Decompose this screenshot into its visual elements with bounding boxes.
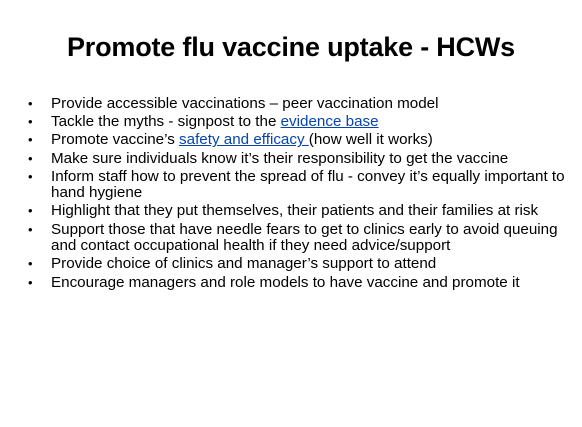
bullet-icon: • [28,96,33,111]
bullet-text: Inform staff how to prevent the spread of flu - convey it’s equally important to hand hygiene [51,167,565,202]
bullet-list [28,96,568,293]
bullet-item [28,132,568,149]
bullet-icon: • [28,132,33,148]
bullet-item [28,275,568,292]
bullet-icon: • [28,256,33,272]
slide-title: Promote flu vaccine uptake - HCWs [67,32,515,62]
bullet-text: Highlight that they put themselves, their patients and their families at risk [51,202,539,220]
bullet-icon: • [28,203,33,219]
bullet-item [28,169,568,202]
bullet-text: (how well it works) [308,131,433,149]
bullet-text: Promote vaccine’s [51,131,180,149]
bullet-icon: • [28,221,33,237]
bullet-item [28,96,568,113]
bullet-item [28,203,568,220]
bullet-text: Tackle the myths - signpost to the [51,113,281,131]
bullet-text: Encourage managers and role models to have vaccine and promote it [51,273,520,291]
bullet-icon: • [28,168,33,184]
bullet-item [28,256,568,273]
bullet-item [28,114,568,131]
safety-efficacy-link[interactable]: safety and efficacy [179,131,309,149]
bullet-item [28,222,568,255]
bullet-icon: • [28,114,33,130]
evidence-base-link[interactable]: evidence base [280,113,379,131]
bullet-text: Provide accessible vaccinations – peer vaccination model [51,95,439,112]
bullet-item [28,151,568,168]
bullet-text: Make sure individuals know it’s their responsibility to get the vaccine [51,149,509,167]
bullet-icon: • [28,150,33,166]
bullet-text: Support those that have needle fears to get to clinics early to avoid queuing and contact occupational health if they need advice/support [51,220,558,255]
bullet-icon: • [28,274,33,290]
bullet-text: Provide choice of clinics and manager’s support to attend [51,255,437,273]
